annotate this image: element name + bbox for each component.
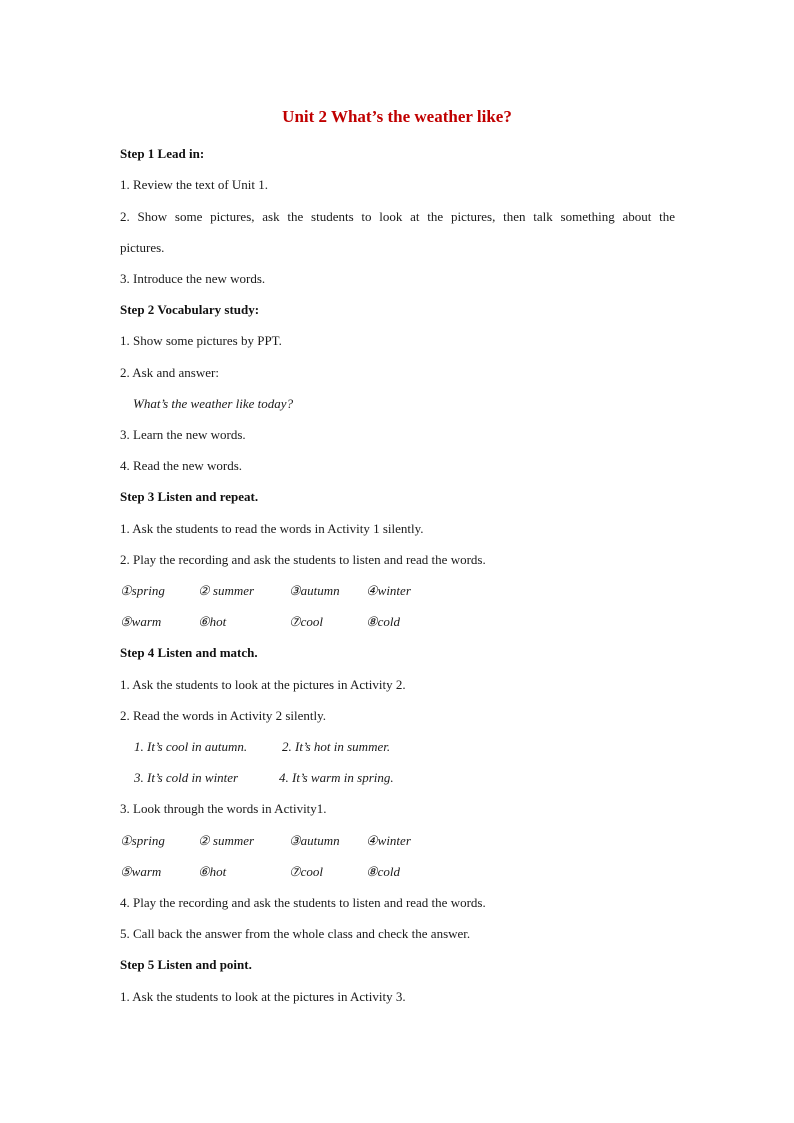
step3-word-cool: ⑦cool [289,614,324,629]
step4-item-3: 3. Look through the words in Activity1. [120,801,327,816]
step3-word-hot: ⑥hot [198,614,227,629]
step4-word-cold: ⑧cold [366,864,401,879]
document-title: Unit 2 What’s the weather like? [282,107,512,126]
step4-word-summer: ② summer [198,833,255,848]
step4-word-autumn: ③autumn [289,833,340,848]
step4-sentence-4: 4. It’s warm in spring. [279,770,394,785]
step4-item-5: 5. Call back the answer from the whole class and check the answer. [120,926,471,941]
step4-word-winter: ④winter [366,833,411,848]
step4-sentence-3: 3. It’s cold in winter [134,770,239,785]
step4-item-4: 4. Play the recording and ask the students to listen and read the words. [120,895,486,910]
step4-word-spring: ①spring [120,833,165,848]
step4-sentence-1: 1. It’s cool in autumn. [134,739,248,754]
step4-item-2: 2. Read the words in Activity 2 silently. [120,708,327,723]
step1-item-2-continued: pictures. [120,240,165,255]
step5-heading: Step 5 Listen and point. [120,957,252,972]
step2-item-1: 1. Show some pictures by PPT. [120,333,282,348]
step1-heading: Step 1 Lead in: [120,146,205,161]
step2-item-3: 3. Learn the new words. [120,427,246,442]
step4-heading: Step 4 Listen and match. [120,645,258,660]
step4-word-warm: ⑤warm [120,864,162,879]
step3-word-cold: ⑧cold [366,614,401,629]
step1-item-1: 1. Review the text of Unit 1. [120,177,269,192]
step3-item-2: 2. Play the recording and ask the students to listen and read the words. [120,552,486,567]
step2-item-4: 4. Read the new words. [120,458,243,473]
step3-word-spring: ①spring [120,583,165,598]
step5-item-1: 1. Ask the students to look at the pictures in Activity 3. [120,989,406,1004]
step2-item-2: 2. Ask and answer: [120,365,219,380]
step4-sentence-2: 2. It’s hot in summer. [282,739,391,754]
step4-word-hot: ⑥hot [198,864,227,879]
step1-item-3: 3. Introduce the new words. [120,271,266,286]
step3-word-summer: ② summer [198,583,255,598]
step3-item-1: 1. Ask the students to read the words in Activity 1 silently. [120,521,424,536]
step2-question: What’s the weather like today? [133,396,294,411]
step3-word-warm: ⑤warm [120,614,162,629]
step4-item-1: 1. Ask the students to look at the pictures in Activity 2. [120,677,406,692]
step1-item-2: 2. Show some pictures, ask the students to look at the pictures, then talk something about the [120,209,675,224]
step4-word-cool: ⑦cool [289,864,324,879]
step3-word-autumn: ③autumn [289,583,340,598]
step2-heading: Step 2 Vocabulary study: [120,302,260,317]
step3-word-winter: ④winter [366,583,411,598]
step3-heading: Step 3 Listen and repeat. [120,489,259,504]
